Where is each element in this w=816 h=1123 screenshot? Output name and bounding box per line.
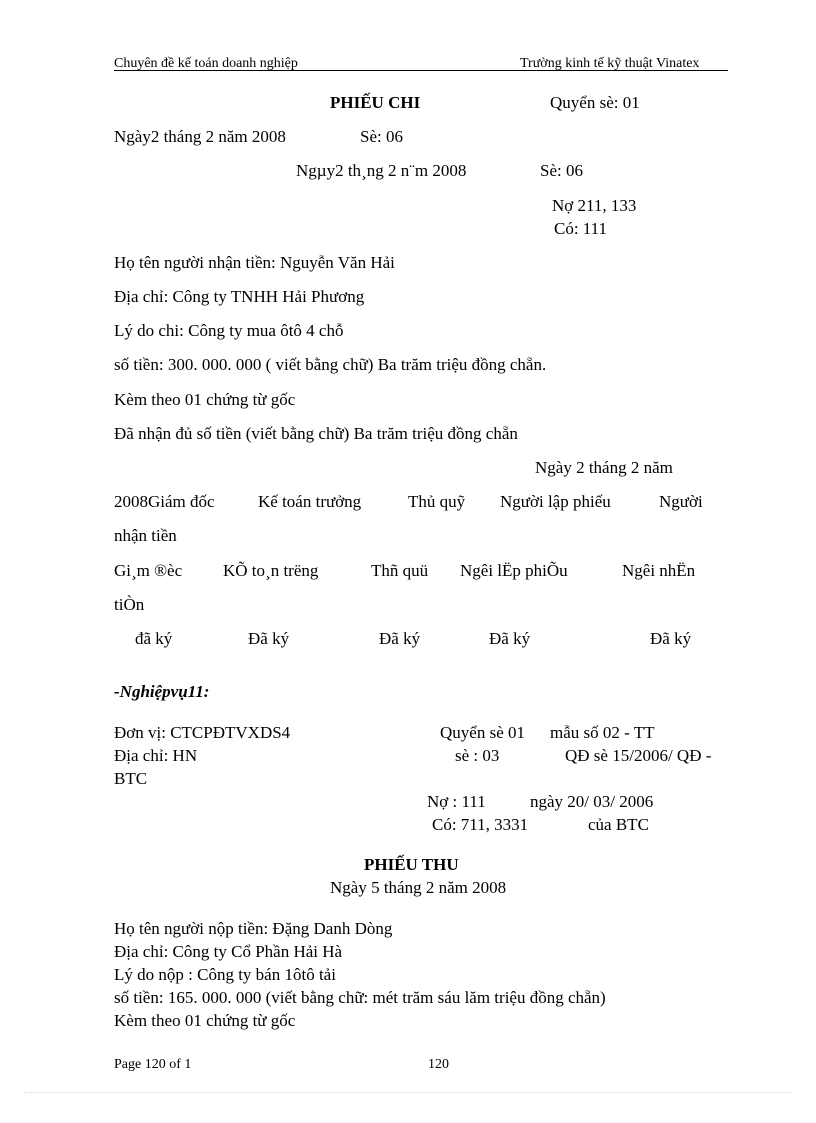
nv-ngay: ngày 20/ 03/ 2006 (530, 792, 654, 811)
nv-btc: BTC (114, 769, 148, 788)
phieu-chi-no: Nợ 211, 133 (552, 196, 637, 215)
footer-page-number: 120 (428, 1057, 449, 1072)
phieu-chi-date: Ngày2 tháng 2 năm 2008 (114, 127, 286, 146)
phieu-chi-dia-chi: Địa chỉ: Công ty TNHH Hải Phương (114, 287, 365, 306)
garbled-lap-phieu: Ngêi lËp phiÕu (460, 561, 568, 580)
phieu-chi-ly-do: Lý do chi: Công ty mua ôtô 4 chỗ (114, 321, 344, 340)
nv-quyen-so: Quyển sè 01 (440, 723, 525, 742)
garbled-ke-toan: KÕ to¸n trëng (223, 561, 319, 580)
nghiep-vu-heading: -Nghiệpvụ11: (114, 682, 210, 701)
nv-co: Có: 711, 3331 (432, 815, 529, 834)
phieu-thu-dia-chi: Địa chỉ: Công ty Cổ Phần Hải Hà (114, 942, 343, 961)
role-ke-toan: Kế toán trưởng (258, 492, 362, 511)
nv-cua-btc: của BTC (588, 815, 649, 834)
garbled-nguoi-nhan: Ngêi nhËn (622, 561, 696, 580)
phieu-chi-quyen-so: Quyển sè: 01 (550, 93, 640, 112)
garbled-tien: tiÒn (114, 595, 145, 614)
header-left: Chuyên đề kế toán doanh nghiệp (114, 56, 298, 71)
nv-don-vi: Đơn vị: CTCPĐTVXDS4 (114, 723, 291, 742)
phieu-chi-so: Sè: 06 (360, 127, 403, 146)
header-rule (114, 70, 728, 71)
phieu-thu-so-tien: số tiền: 165. 000. 000 (viết bằng chữ: mét trăm sáu lăm triệu đồng chẵn) (114, 988, 606, 1007)
signed-2: Đã ký (248, 629, 290, 648)
garbled-giam-doc: Gi¸m ®èc (114, 561, 183, 580)
phieu-thu-kem-theo: Kèm theo 01 chứng từ gốc (114, 1011, 296, 1030)
phieu-thu-date: Ngày 5 tháng 2 năm 2008 (330, 878, 507, 897)
nv-dia-chi: Địa chỉ: HN (114, 746, 198, 765)
nv-so: sè : 03 (455, 746, 500, 765)
role-giam-doc: 2008Giám đốc (114, 492, 215, 511)
role-nguoi-nhan-cont: nhận tiền (114, 526, 177, 545)
phieu-chi-so-garbled: Sè: 06 (540, 161, 583, 180)
footer-page-of: Page 120 of 1 (114, 1057, 192, 1072)
phieu-thu-nguoi-nop: Họ tên người nộp tiền: Đặng Danh Dòng (114, 919, 393, 938)
role-lap-phieu: Người lập phiếu (500, 492, 611, 511)
phieu-chi-co: Có: 111 (554, 219, 608, 238)
signed-4: Đã ký (489, 629, 531, 648)
phieu-chi-sign-date: Ngày 2 tháng 2 năm (535, 458, 673, 477)
page-bottom-divider (24, 1092, 792, 1093)
header-right: Trường kinh tế kỹ thuật Vinatex (520, 56, 700, 71)
nv-no: Nợ : 111 (427, 792, 486, 811)
nv-mau-so: mẫu số 02 - TT (550, 723, 655, 742)
phieu-chi-da-nhan: Đã nhận đủ số tiền (viết bằng chữ) Ba trăm triệu đồng chẵn (114, 424, 518, 443)
signed-5: Đã ký (650, 629, 692, 648)
signed-3: Đã ký (379, 629, 421, 648)
signed-1: đã ký (135, 629, 173, 648)
phieu-chi-title: PHIẾU CHI (330, 93, 421, 112)
role-nguoi-nhan: Người (659, 492, 703, 511)
nv-qd: QĐ sè 15/2006/ QĐ - (565, 746, 712, 765)
phieu-chi-so-tien: số tiền: 300. 000. 000 ( viết bằng chữ) Ba trăm triệu đồng chẵn. (114, 355, 547, 374)
role-thu-quy: Thủ quỹ (408, 492, 466, 511)
phieu-chi-date-garbled: Ngµy2 th¸ng 2 n¨m 2008 (296, 161, 467, 180)
garbled-thu-quy: Thñ quü (371, 561, 429, 580)
phieu-chi-nguoi-nhan: Họ tên người nhận tiền: Nguyễn Văn Hải (114, 253, 395, 272)
phieu-thu-title: PHIẾU THU (364, 855, 459, 874)
phieu-chi-kem-theo: Kèm theo 01 chứng từ gốc (114, 390, 296, 409)
phieu-thu-ly-do: Lý do nộp : Công ty bán 1ôtô tải (114, 965, 336, 984)
